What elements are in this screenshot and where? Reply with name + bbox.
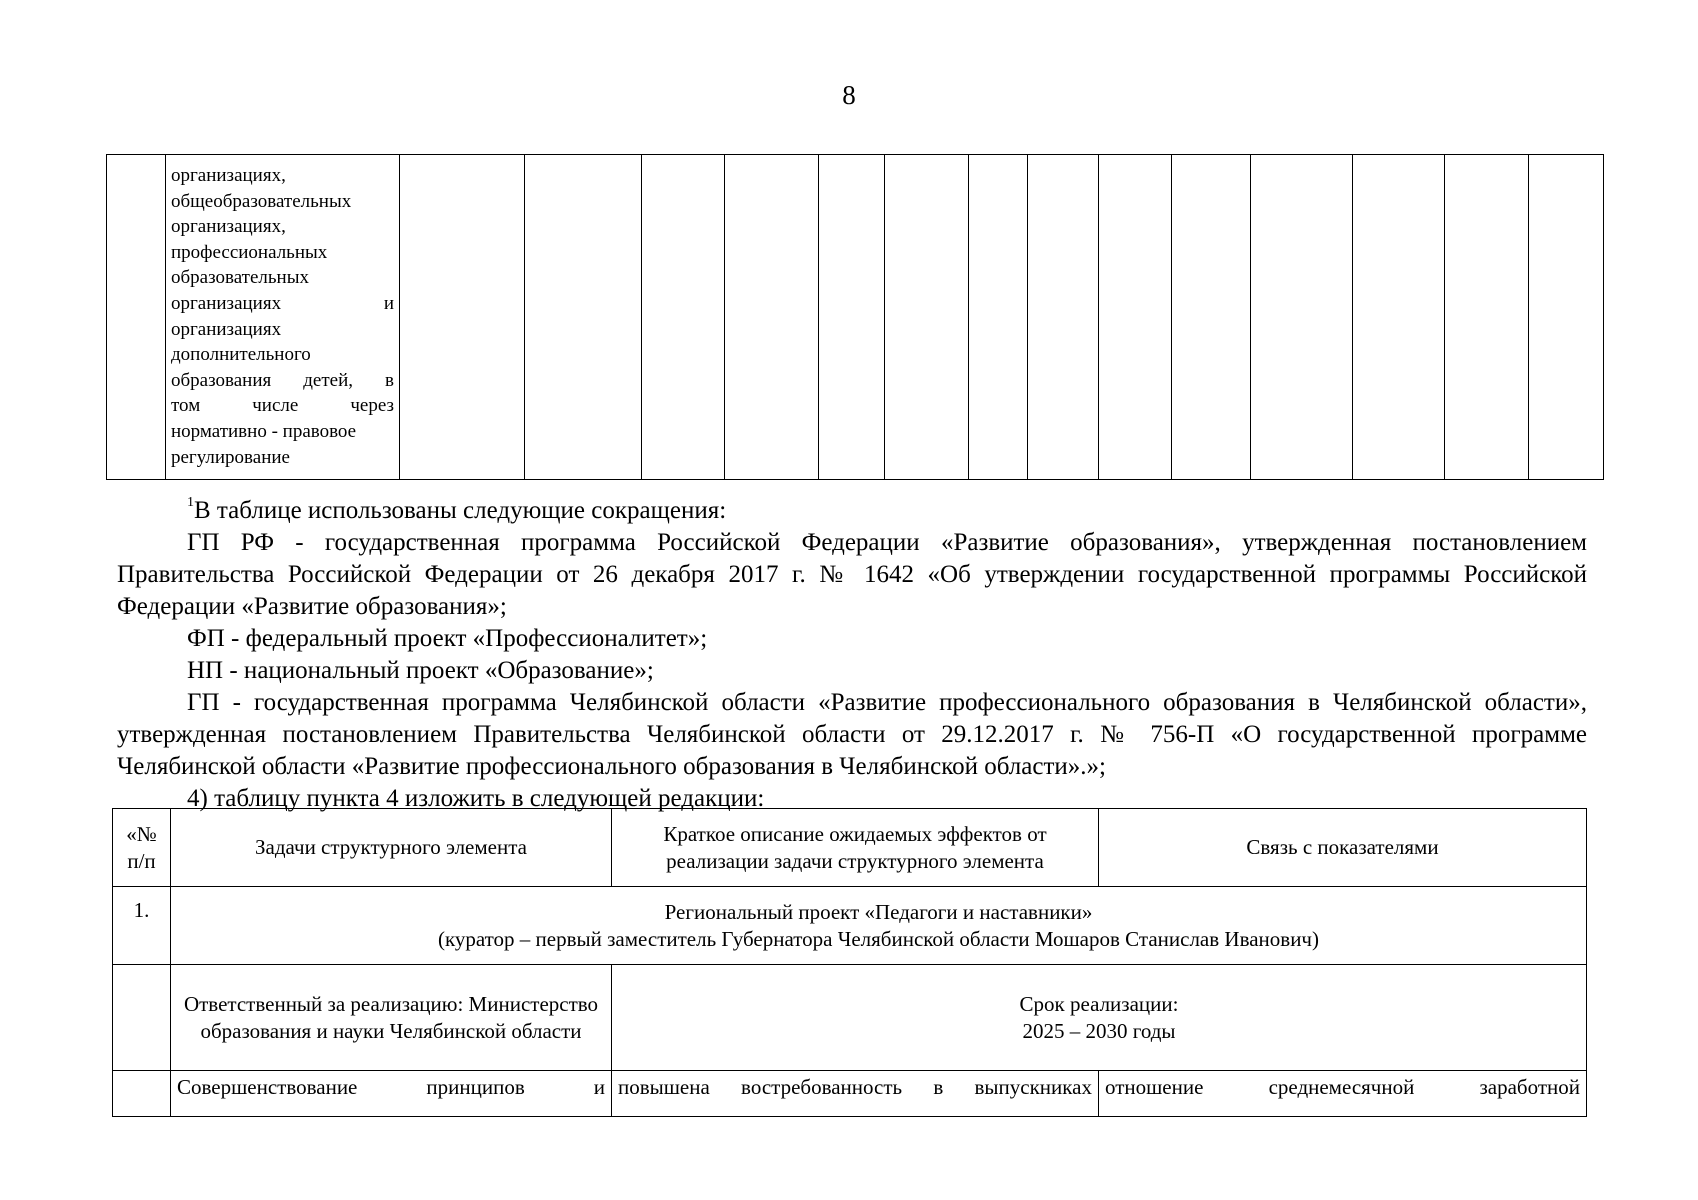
responsible-cell: Ответственный за реализацию: Министерство образования и науки Челябинской области [171,965,612,1071]
table-cell [1445,155,1529,480]
table-cell [1028,155,1099,480]
abbrev-np: НП - национальный проект «Образование»; [187,657,654,684]
project-cell [171,887,1587,965]
continuation-table [106,154,1604,480]
word: выпускниках [974,1075,1092,1099]
abbrev-gp-rf: ГП РФ - государственная программа Российской Федерации «Развитие образования», утвержденная постановлением Правительства Российской Федерации от 26 декабря 2017 г. № 1642 «Об утверждении государственной программы Российской Федерации «Развитие образования»; [117,529,1587,620]
header-effects: Краткое описание ожидаемых эффектов от реализации задачи структурного элемента [612,809,1099,887]
table-row-responsible [113,965,1587,1071]
word: принципов [426,1075,525,1099]
table-cell [819,155,885,480]
table-row-project [113,887,1587,965]
word: в [933,1075,944,1099]
word: и [593,1075,605,1099]
page-number: 8 [842,80,856,110]
structural-element-table [112,808,1587,1117]
text-line: нормативно - правовое [171,420,357,442]
table-cell [1251,155,1353,480]
header-number [113,809,171,887]
term-cell [612,965,1587,1071]
footnote-heading [117,487,1587,527]
word: заработной [1479,1075,1580,1099]
text-line: дополнительного [171,344,311,366]
abbrev-gp: ГП - государственная программа Челябинской области «Развитие профессионального образования в Челябинской области», утвержденная постановлением Правительства Челябинской области от 29.12.2017 г. № 756-П «О государственной программе Челябинской области «Развитие профессионального образования в Челябинской области».»; [117,689,1587,780]
table-header-row [113,809,1587,887]
continuation-row [107,155,1604,480]
table-cell [725,155,819,480]
text-line [171,368,394,394]
table-cell [969,155,1028,480]
table-cell [885,155,969,480]
header-number-line: «№ [126,821,157,846]
continuation-text-cell [166,155,400,480]
table-cell [525,155,642,480]
word: организациях [171,292,282,314]
project-title: Региональный проект «Педагоги и наставники» [664,899,1093,924]
indicator-cell [1099,1071,1587,1117]
table-cell [1099,155,1172,480]
table-cell [113,1071,171,1117]
word: востребованность [741,1075,903,1099]
abbrev-fp: ФП - федеральный проект «Профессионалитет»; [187,625,708,652]
word: Совершенствование [177,1075,358,1099]
row-number: 1. [113,887,171,965]
header-indicators: Связь с показателями [1099,809,1587,887]
word: числе [252,395,299,417]
word: образования [171,369,272,391]
header-tasks: Задачи структурного элемента [171,809,612,887]
term-label: Срок реализации: [1019,991,1179,1016]
text-line [171,291,394,317]
word: в [385,369,394,391]
text-line: общеобразовательных [171,190,352,212]
table-cell [1172,155,1251,480]
word: отношение [1105,1075,1204,1099]
table-cell [113,965,171,1071]
project-curator: (куратор – первый заместитель Губернатора Челябинской области Мошаров Станислав Иванович) [437,926,1319,951]
text-line: организациях, [171,216,286,238]
text-line: регулирование [171,446,290,468]
term-value: 2025 – 2030 годы [1022,1018,1176,1043]
text-line [171,393,394,419]
text-line: организациях [171,318,282,340]
word: том [171,395,201,417]
table-cell [642,155,725,480]
text-line: образовательных [171,267,309,289]
text-line: профессиональных [171,241,328,263]
amendment-item-4: 4) таблицу пункта 4 изложить в следующей редакции: [187,785,765,812]
footnote-marker: 1 [187,495,194,510]
table-cell [1353,155,1445,480]
word: детей, [303,369,353,391]
table-row-task [113,1071,1587,1117]
footnote-section [117,487,1587,815]
word: среднемесячной [1268,1075,1415,1099]
table-cell [107,155,166,480]
footnote-heading-text: В таблице использованы следующие сокращения: [194,497,727,524]
task-cell [171,1071,612,1117]
effect-cell [612,1071,1099,1117]
word: через [350,395,394,417]
text-line: организациях, [171,165,286,186]
word: и [383,292,394,314]
header-number-line: п/п [127,848,156,873]
table-cell [400,155,525,480]
word: повышена [618,1075,710,1099]
table-cell [1529,155,1604,480]
